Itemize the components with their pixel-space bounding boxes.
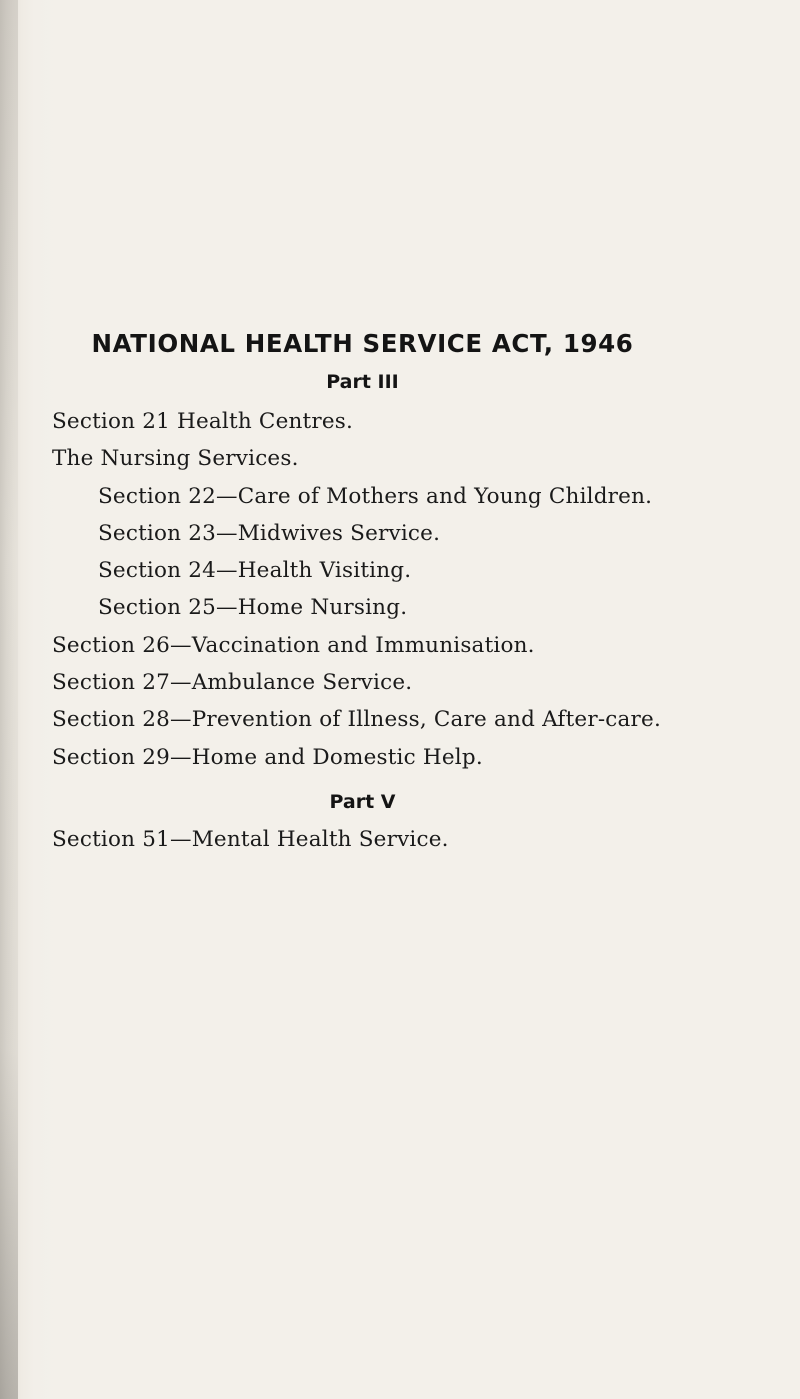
- part-iii-heading: Part III: [326, 371, 399, 393]
- section-25-line: Section 25—Home Nursing.: [98, 595, 408, 620]
- section-23-line: Section 23—Midwives Service.: [98, 521, 441, 546]
- section-26-line: Section 26—Vaccination and Immunisation.: [52, 633, 535, 658]
- part-v-heading: Part V: [329, 791, 396, 813]
- section-22-line: Section 22—Care of Mothers and Young Children.: [98, 484, 653, 509]
- page-edge-shadow: [0, 0, 18, 1399]
- document-title: NATIONAL HEALTH SERVICE ACT, 1946: [91, 329, 634, 358]
- section-27-line: Section 27—Ambulance Service.: [52, 670, 413, 695]
- section-51-line: Section 51—Mental Health Service.: [52, 827, 449, 852]
- section-21-line: Section 21 Health Centres.: [52, 409, 354, 434]
- nursing-services-heading: The Nursing Services.: [52, 446, 299, 471]
- section-24-line: Section 24—Health Visiting.: [98, 558, 412, 583]
- section-28-line: Section 28—Prevention of Illness, Care and After-care.: [52, 707, 661, 732]
- section-29-line: Section 29—Home and Domestic Help.: [52, 745, 483, 770]
